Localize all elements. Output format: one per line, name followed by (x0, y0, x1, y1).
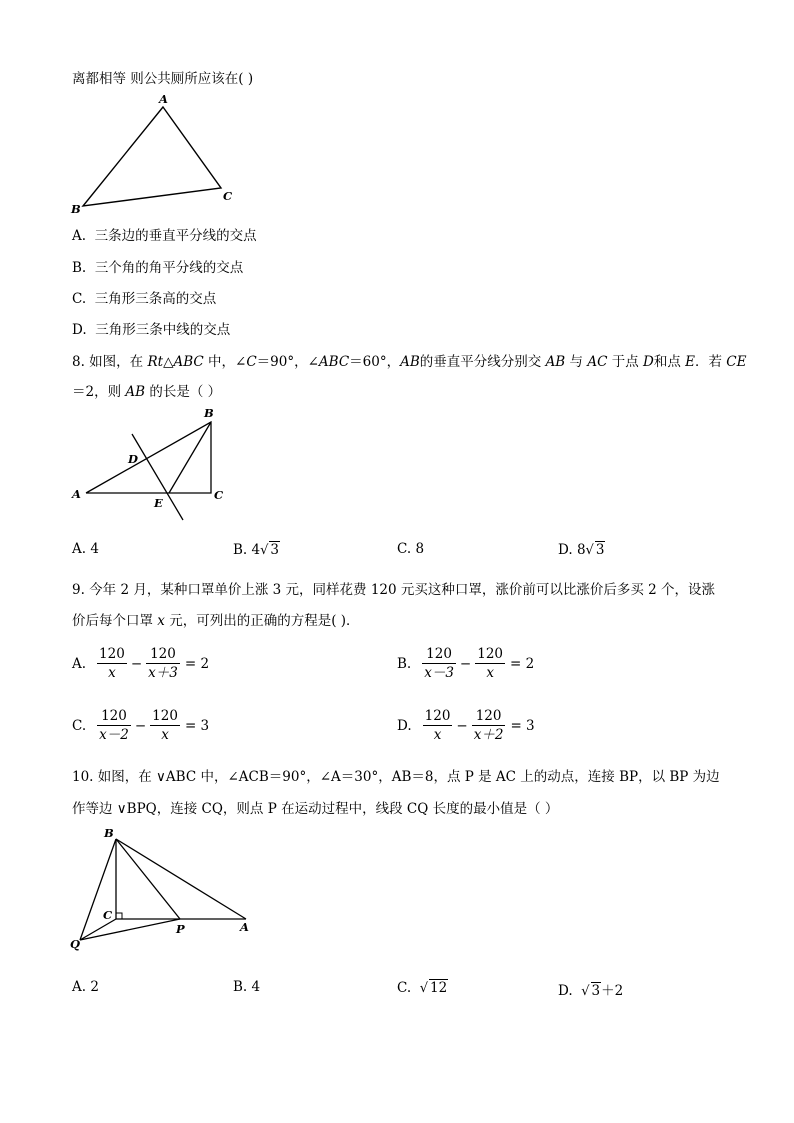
q7-stem-tail: 离都相等 则公共厕所应该在( ) (72, 71, 254, 87)
q9-stem-line2: 价后每个口罩 x 元，可列出的正确的方程是( )． (72, 613, 360, 629)
q7-option-b: B. 三个角的角平分线的交点 (72, 260, 244, 276)
q8-triangle (86, 422, 211, 493)
q10-option-b: B. 4 (233, 979, 261, 995)
q7-label-b: B (71, 202, 81, 216)
q10-right-angle-mark (116, 913, 122, 919)
q7-option-c: C. 三角形三条高的交点 (72, 291, 217, 307)
q8-label-a: A (72, 487, 81, 501)
q8-option-c: C. 8 (397, 541, 425, 557)
q7-option-d: D. 三角形三条中线的交点 (72, 322, 231, 338)
q8-segment-be (169, 422, 211, 493)
q7-triangle (83, 107, 221, 206)
q10-label-b: B (104, 826, 114, 840)
q8-stem-line2: ＝2，则 AB 的长是（ ） (72, 384, 222, 400)
q10-label-p: P (176, 922, 185, 936)
q10-stem-line2: 作等边 ∨BPQ，连接 CQ，则点 P 在运动过程中，线段 CQ 长度的最小值是（ ） (72, 801, 559, 817)
q8-label-c: C (214, 488, 224, 502)
q8-label-b: B (204, 406, 214, 420)
q7-label-a: A (159, 92, 168, 106)
q7-label-c: C (223, 189, 233, 203)
q10-label-c: C (103, 908, 113, 922)
q8-label-d: D (128, 452, 138, 466)
q8-option-a: A. 4 (72, 541, 99, 557)
q9-option-c: C. $\frac{120}{x-2}$ − $\frac{120}{x}$ = 3 (72, 708, 210, 743)
q8-option-b: B. 4√ 3 (233, 542, 279, 558)
q8-option-d: D. 8√ 3 (558, 542, 605, 558)
q10-segment-ba (116, 839, 246, 919)
q10-segment-bp (116, 839, 180, 919)
q10-label-q: Q (70, 937, 81, 951)
q10-label-a: A (240, 920, 249, 934)
q10-stem-line1: 10. 如图，在 ∨ABC 中，∠ACB＝90°，∠A＝30°，AB＝8，点 P 是 AC 上的动点，连接 BP，以 BP 为边 (72, 769, 720, 785)
q10-segment-bq (80, 839, 116, 940)
q9-stem-line1: 9. 今年 2 月，某种口罩单价上涨 3 元，同样花费 120 元买这种口罩，涨价前可以比涨价后多买 2 个，设涨 (72, 582, 716, 598)
q10-segment-pq (80, 919, 180, 940)
q10-figure (64, 822, 264, 957)
q8-stem-line1: 8. 如图，在 Rt△ABC 中，∠C＝90°，∠ABC＝60°，AB的垂直平分线分别交 AB 与 AC 于点 D和点 E．若 CE (72, 354, 747, 370)
q10-option-d: D. √ 3＋2 (558, 983, 624, 999)
q10-option-c: C. √ 12 (397, 980, 448, 996)
q8-figure (66, 403, 236, 528)
q8-label-e: E (154, 496, 163, 510)
q7-triangle-figure (66, 88, 246, 218)
q9-option-d: D. $\frac{120}{x}$ − $\frac{120}{x+2}$ = 3 (397, 708, 535, 743)
q10-option-a: A. 2 (72, 979, 99, 995)
q9-option-a: A. $\frac{120}{x}$ − $\frac{120}{x+3}$ = 2 (72, 646, 210, 681)
q9-option-b: B. $\frac{120}{x-3}$ − $\frac{120}{x}$ = 2 (397, 646, 535, 681)
q7-option-a: A. 三条边的垂直平分线的交点 (72, 228, 257, 244)
